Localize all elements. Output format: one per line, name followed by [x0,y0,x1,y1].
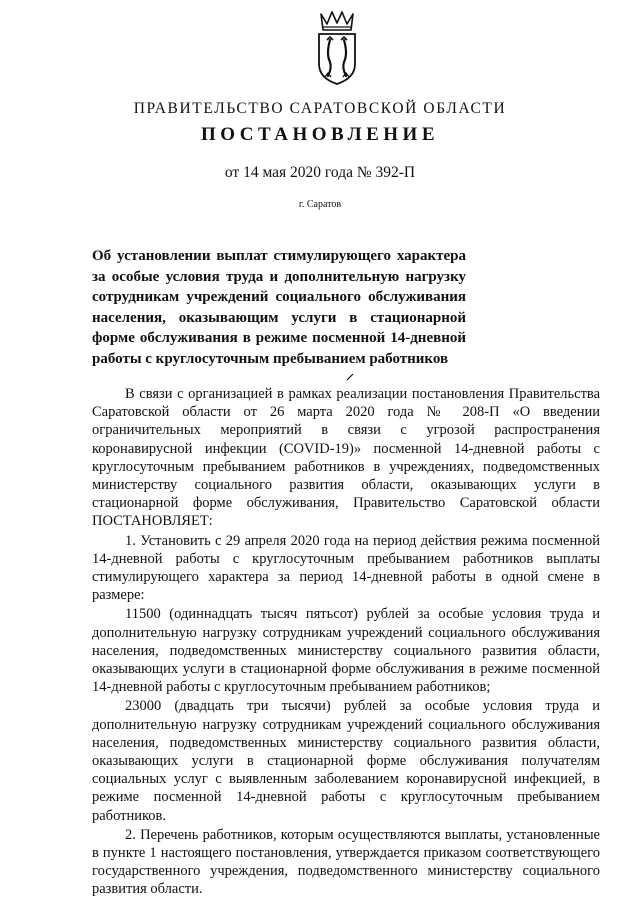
paragraph-preamble: В связи с организацией в рамках реализации постановления Правительства Саратовской области от 26 марта 2020 года № 208-П «О введении ограничительных мероприятий в связи с угрозой распространения коронавирусной инфекции (COVID-19)» посменной 14-дневной работы с круглосуточным пребыванием работников в учреждениях, подведомственных министерству социального развития области, оказывающих услуги в стационарной форме обслуживания, Правительство Саратовской области ПОСТАНОВЛЯЕТ: [92,386,600,530]
paragraph-amount-11500: 11500 (одиннадцать тысяч пятьсот) рублей за особые условия труда и дополнительную нагрузку сотрудникам учреждений социального обслуживания населения, подведомственных министерству социального развития области, оказывающих услуги в стационарной форме обслуживания в режиме посменной 14-дневной работы с круглосуточным пребыванием работников; [92,606,600,696]
organization-name: ПРАВИТЕЛЬСТВО САРАТОВСКОЙ ОБЛАСТИ [133,100,507,117]
saratov-coat-of-arms-icon [315,10,359,86]
pen-mark [345,372,355,382]
document-city: г. Саратов [298,199,342,210]
paragraph-amount-23000: 23000 (двадцать три тысячи) рублей за особые условия труда и дополнительную нагрузку сотрудникам учреждений социального обслуживания населения, подведомственных министерству социального развития области, оказывающих услуги в стационарной форме обслуживания получателям социальных услуг с выявленным заболеванием коронавирусной инфекцией, в режиме посменной 14-дневной работы с круглосуточным пребыванием работников. [92,698,600,824]
document-date-number: от 14 мая 2020 года № 392-П [224,164,416,181]
document-title: Об установлении выплат стимулирующего характера за особые условия труда и дополнительную нагрузку сотрудникам учреждений социального обслуживания населения, оказывающим услуги в стационарной форме обслуживания в режиме посменной 14-дневной работы с круглосуточным пребыванием работников [92,248,466,367]
paragraph-item-1: 1. Установить с 29 апреля 2020 года на период действия режима посменной 14-дневной работы с круглосуточным пребыванием работников выплаты стимулирующего характера за период 14-дневной работы в одной смене в размере: [92,532,600,604]
document-body [92,385,600,899]
document-type: ПОСТАНОВЛЕНИЕ [200,124,440,145]
paragraph-item-2: 2. Перечень работников, которым осуществляются выплаты, установленные в пункте 1 настоящего постановления, утверждается приказом соответствующего государственного учреждения, подведомственного министерству социального развития области. [92,826,600,898]
